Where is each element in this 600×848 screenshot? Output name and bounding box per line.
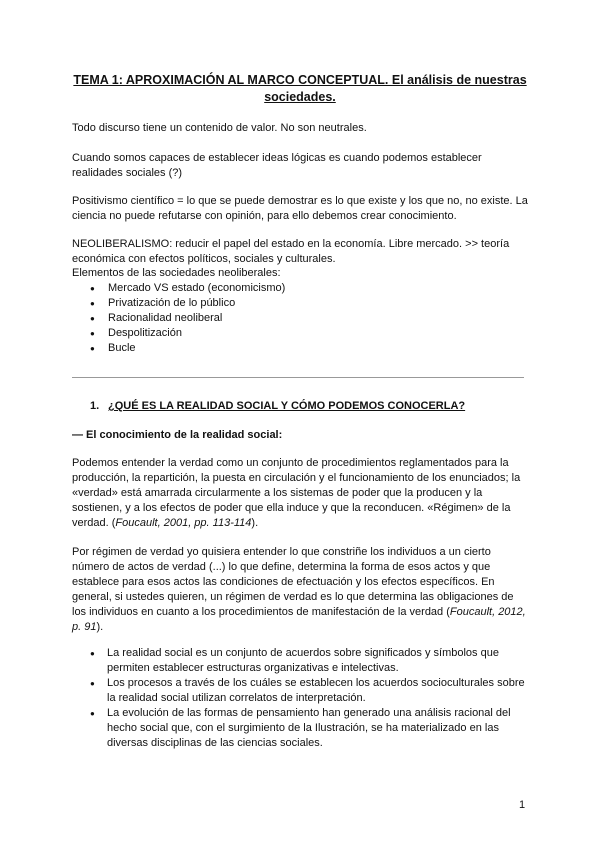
paragraph-positivism: Positivismo científico = lo que se puede demostrar es lo que existe y los que no, no existe. La ciencia no puede refutarse con opinión, para ello debemos crear conocimiento. [72, 195, 528, 222]
page-number: 1 [519, 799, 526, 811]
quote-text: Por régimen de verdad yo quisiera entender lo que constriñe los individuos a un cierto número de actos de verdad (...) lo que define, determina la forma de esos actos y que establece para esos actos las condiciones de efectuación y los efectos específicos. En general, si ustedes quieren, un régimen de verdad es lo que determina las obligaciones de los individuos en cuanto a los procedimientos de manifestación de la verdad ( [72, 546, 514, 618]
list-item: ● Despolitización [90, 326, 520, 341]
social-reality-list [90, 646, 530, 751]
document-title: TEMA 1: APROXIMACIÓN AL MARCO CONCEPTUAL. El análisis de nuestras sociedades. [73, 73, 527, 104]
list-item: ● La realidad social es un conjunto de acuerdos sobre significados y símbolos que permiten establecer estructuras organizativas e intelectivas. [90, 646, 530, 676]
section-title: ¿QUÉ ES LA REALIDAD SOCIAL Y CÓMO PODEMOS CONOCERLA? [108, 400, 466, 412]
list-item: ● Mercado VS estado (economicismo) [90, 281, 520, 296]
list-item: ● La evolución de las formas de pensamiento han generado una análisis racional del hecho social que, con el surgimiento de la Ilustración, se ha materializado en las diversas disciplinas de las ciencias sociales. [90, 706, 530, 751]
section-heading [90, 400, 465, 412]
subheading: — El conocimiento de la realidad social: [72, 429, 283, 441]
paragraph-neoliberalism: NEOLIBERALISMO: reducir el papel del estado en la economía. Libre mercado. >> teoría económica con efectos políticos, sociales y culturales. [72, 238, 510, 265]
paragraph-neoliberal-elements: Elementos de las sociedades neoliberales: [72, 267, 281, 279]
list-item: ● Privatización de lo público [90, 296, 520, 311]
horizontal-divider [72, 377, 524, 378]
quote-end: ). [251, 517, 259, 529]
quote-end: ). [96, 621, 104, 633]
quote-text: Podemos entender la verdad como un conjunto de procedimientos reglamentados para la producción, la repartición, la puesta en circulación y el funcionamiento de los enunciados; la «verdad» está amarrada circularmente a los sistemas de poder que la producen y la sostienen, y a los efectos de poder que ella induce y que la reconducen. «Régimen» de la verdad. ( [72, 457, 521, 529]
list-item: ● Racionalidad neoliberal [90, 311, 520, 326]
quote-foucault-2012 [72, 545, 530, 635]
paragraph-discourse: Todo discurso tiene un contenido de valor. No son neutrales. [72, 122, 367, 134]
section-number: 1. [90, 400, 100, 412]
quote-foucault-2001 [72, 456, 530, 531]
citation: Foucault, 2012, p. 91 [72, 606, 526, 633]
citation: Foucault, 2001, pp. 113-114 [115, 517, 252, 529]
paragraph-logical-ideas: Cuando somos capaces de establecer ideas lógicas es cuando podemos establecer realidades sociales (?) [72, 152, 482, 179]
list-item: ● Bucle [90, 341, 520, 356]
neoliberal-elements-list [90, 281, 520, 356]
list-item: ● Los procesos a través de los cuáles se establecen los acuerdos socioculturales sobre la realidad social utilizan correlatos de interpretación. [90, 676, 530, 706]
